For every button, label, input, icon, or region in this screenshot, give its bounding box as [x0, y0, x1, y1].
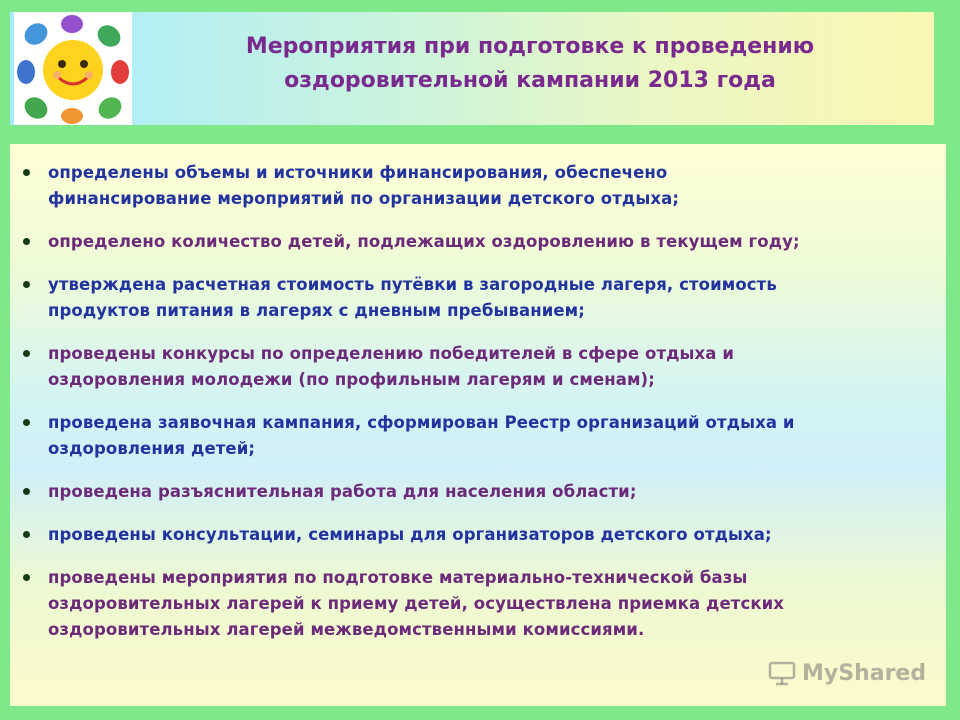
list-item-line: определено количество детей, подлежащих оздоровлению в текущем году; — [48, 232, 800, 251]
list-item-line: проведены консультации, семинары для организаторов детского отдыха; — [48, 525, 772, 544]
bullet-icon — [23, 350, 30, 357]
list-item-line: оздоровительных лагерей межведомственными комиссиями. — [48, 620, 645, 639]
bullet-icon — [23, 488, 30, 495]
list-item — [20, 522, 920, 548]
title-line-1: Мероприятия при подготовке к проведению — [245, 34, 815, 59]
bullet-icon — [23, 238, 30, 245]
list-item-line: проведена разъяснительная работа для населения области; — [48, 482, 637, 501]
sun-with-hands-icon — [14, 12, 132, 125]
presentation-board-icon — [768, 660, 796, 686]
page-title — [140, 30, 920, 98]
list-item-line: оздоровления молодежи (по профильным лагерям и сменам); — [48, 370, 655, 389]
bullet-list — [20, 160, 920, 660]
list-item-line: оздоровительных лагерей к приему детей, осуществлена приемка детских — [48, 594, 785, 613]
list-item-line: утверждена расчетная стоимость путёвки в загородные лагеря, стоимость — [48, 275, 777, 294]
list-item — [20, 229, 920, 255]
list-item-line: финансирование мероприятий по организации детского отдыха; — [48, 189, 680, 208]
list-item — [20, 565, 920, 643]
list-item-line: проведена заявочная кампания, сформирован Реестр организаций отдыха и — [48, 413, 795, 432]
list-item-line: определены объемы и источники финансирования, обеспечено — [48, 163, 668, 182]
bullet-icon — [23, 169, 30, 176]
title-line-2: оздоровительной кампании 2013 года — [284, 68, 776, 93]
list-item-line: продуктов питания в лагерях с дневным пребыванием; — [48, 301, 585, 320]
list-item-line: оздоровления детей; — [48, 439, 256, 458]
list-item — [20, 341, 920, 393]
bullet-icon — [23, 281, 30, 288]
bullet-icon — [23, 419, 30, 426]
list-item-line: проведены конкурсы по определению победителей в сфере отдыха и — [48, 344, 735, 363]
list-item-line: проведены мероприятия по подготовке материально-технической базы — [48, 568, 748, 587]
list-item — [20, 272, 920, 324]
watermark — [768, 660, 926, 686]
bullet-icon — [23, 574, 30, 581]
list-item — [20, 479, 920, 505]
watermark-text: MyShared — [802, 660, 927, 686]
list-item — [20, 160, 920, 212]
bullet-icon — [23, 531, 30, 538]
list-item — [20, 410, 920, 462]
